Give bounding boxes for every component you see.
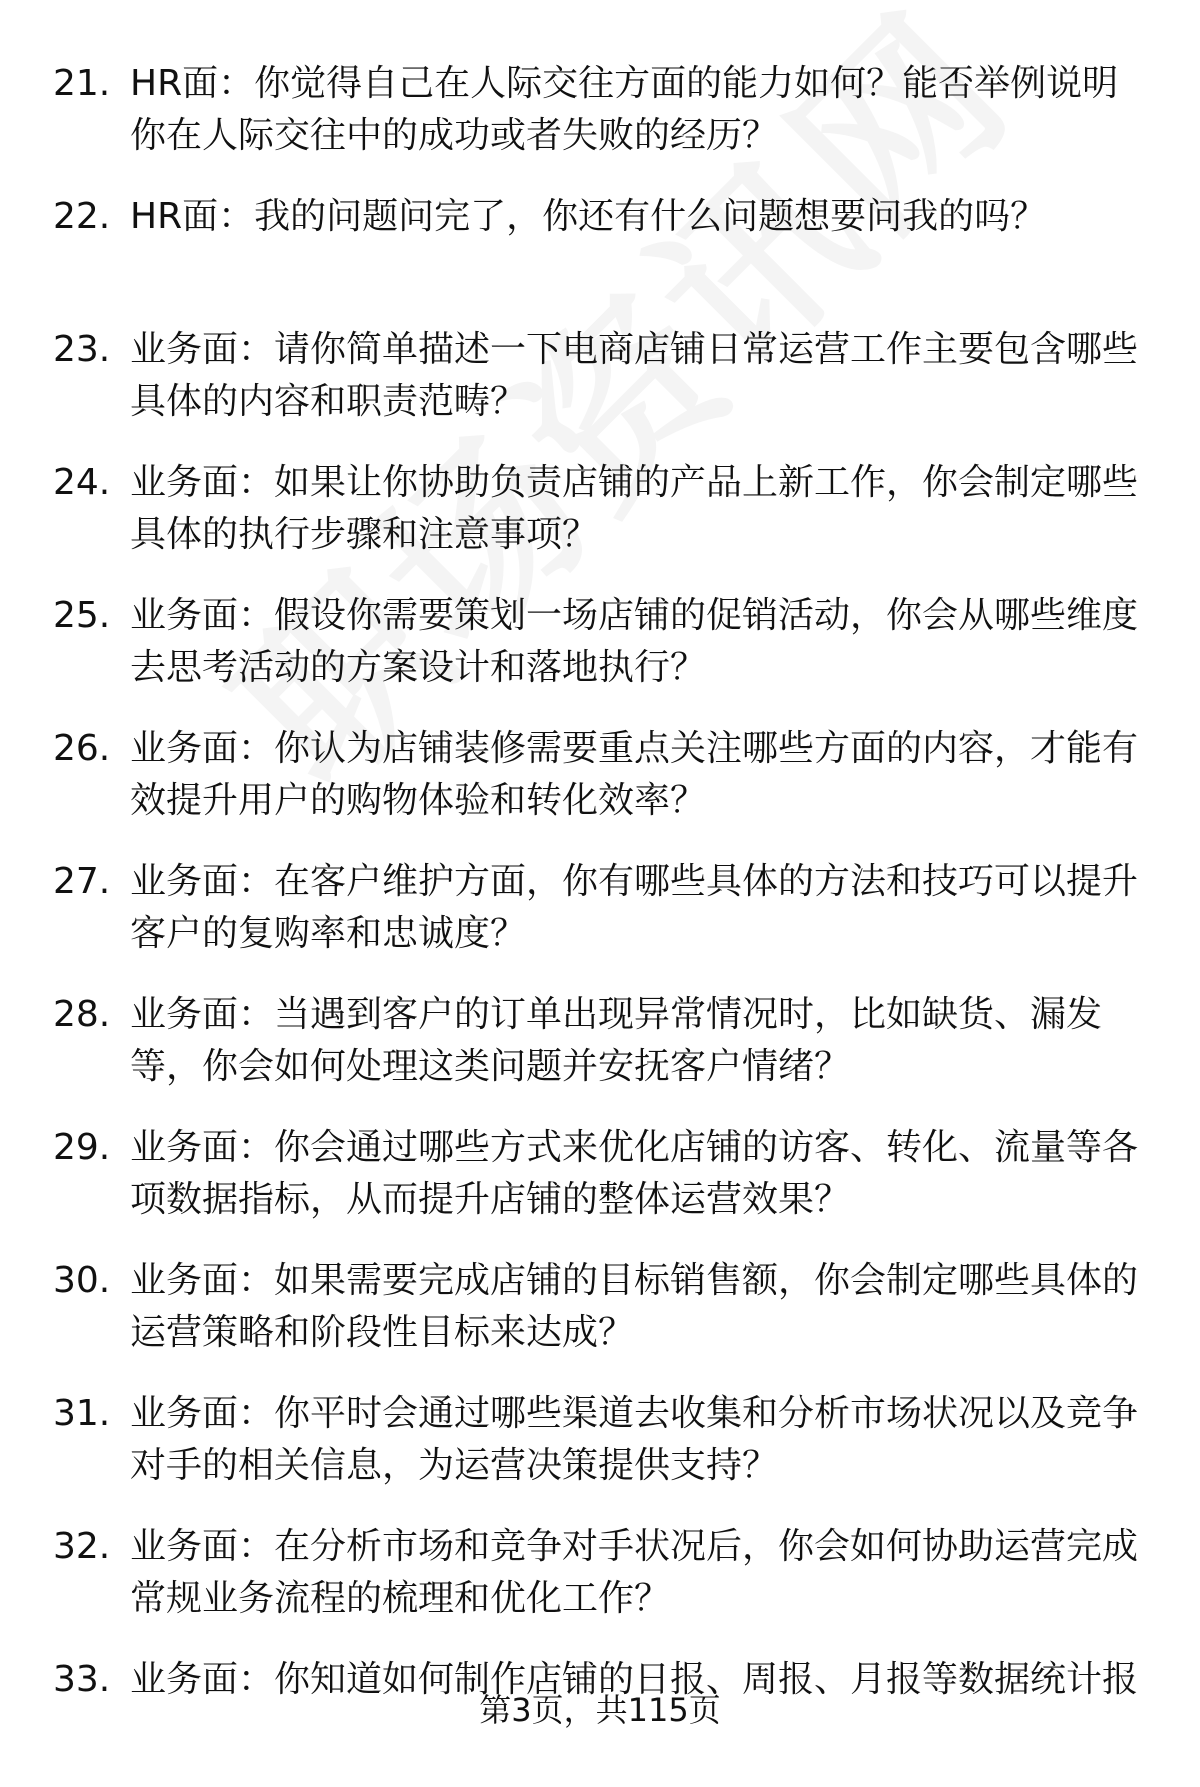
question-text: 业务面：你认为店铺装修需要重点关注哪些方面的内容，才能有效提升用户的购物体验和转化效率？ (130, 728, 1139, 821)
page-footer: 第3页，共115页 (479, 1691, 721, 1729)
question-item (0, 590, 1200, 723)
question-number: 26. (53, 728, 111, 769)
question-text: HR面：你觉得自己在人际交往方面的能力如何？能否举例说明你在人际交往中的成功或者失败的经历？ (130, 63, 1119, 156)
question-item (0, 457, 1200, 590)
question-item (0, 856, 1200, 989)
question-number: 31. (53, 1393, 111, 1434)
question-item (0, 1388, 1200, 1521)
question-item (0, 1255, 1200, 1388)
question-item (0, 191, 1200, 324)
question-text: 业务面：在分析市场和竞争对手状况后，你会如何协助运营完成常规业务流程的梳理和优化工作？ (130, 1526, 1139, 1619)
question-text: 业务面：请你简单描述一下电商店铺日常运营工作主要包含哪些具体的内容和职责范畴？ (130, 329, 1139, 422)
question-number: 29. (53, 1127, 111, 1168)
question-item (0, 989, 1200, 1122)
question-text: 业务面：当遇到客户的订单出现异常情况时，比如缺货、漏发等，你会如何处理这类问题并安抚客户情绪？ (130, 994, 1103, 1087)
question-item (0, 324, 1200, 457)
question-item (0, 723, 1200, 856)
question-list (0, 58, 1200, 1787)
question-text: 业务面：你会通过哪些方式来优化店铺的访客、转化、流量等各项数据指标，从而提升店铺的整体运营效果？ (130, 1127, 1139, 1220)
question-number: 24. (53, 462, 111, 503)
question-number: 22. (53, 196, 111, 237)
question-number: 32. (53, 1526, 111, 1567)
question-number: 30. (53, 1260, 111, 1301)
question-number: 27. (53, 861, 111, 902)
question-text: 业务面：如果需要完成店铺的目标销售额，你会制定哪些具体的运营策略和阶段性目标来达成？ (130, 1260, 1139, 1353)
question-item (0, 58, 1200, 191)
question-number: 21. (53, 63, 111, 104)
question-number: 33. (53, 1659, 111, 1700)
question-text: 业务面：在客户维护方面，你有哪些具体的方法和技巧可以提升客户的复购率和忠诚度？ (130, 861, 1139, 954)
question-text: 业务面：如果让你协助负责店铺的产品上新工作，你会制定哪些具体的执行步骤和注意事项？ (130, 462, 1139, 555)
question-item (0, 1521, 1200, 1654)
question-item (0, 1122, 1200, 1255)
question-text: 业务面：你平时会通过哪些渠道去收集和分析市场状况以及竞争对手的相关信息，为运营决策提供支持？ (130, 1393, 1139, 1486)
question-number: 25. (53, 595, 111, 636)
question-text: 业务面：你知道如何制作店铺的日报、周报、月报等数据统计报 (130, 1659, 1139, 1700)
question-number: 23. (53, 329, 111, 370)
question-text: 业务面：假设你需要策划一场店铺的促销活动，你会从哪些维度去思考活动的方案设计和落地执行？ (130, 595, 1139, 688)
question-number: 28. (53, 994, 111, 1035)
question-text: HR面：我的问题问完了，你还有什么问题想要问我的吗？ (130, 196, 1047, 237)
